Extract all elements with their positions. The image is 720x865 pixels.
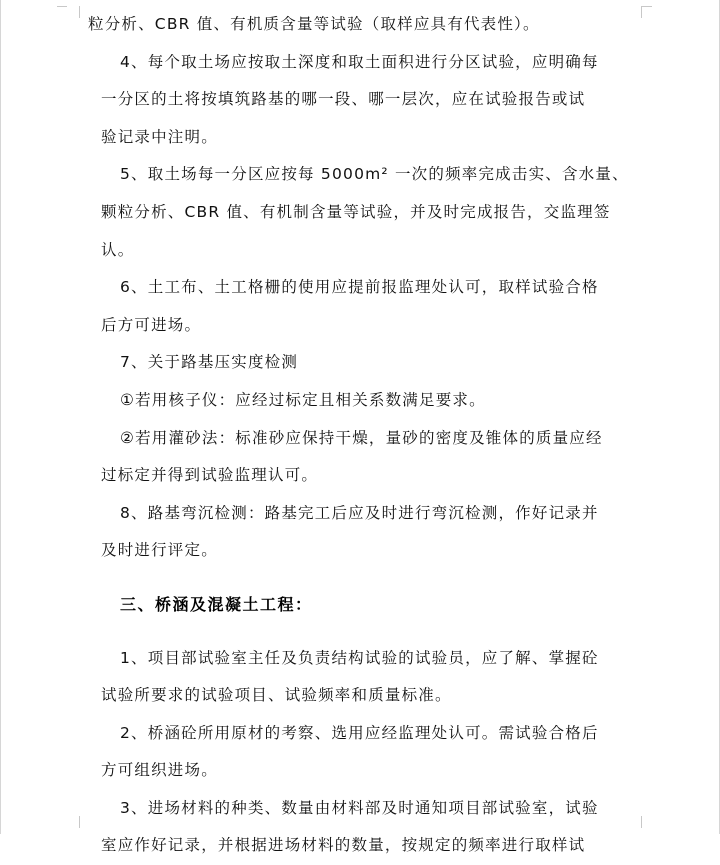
text-line: 试验所要求的试验项目、试验频率和质量标准。 (101, 686, 452, 705)
text-line: 7、关于路基压实度检测 (120, 353, 299, 372)
text-line: 过标定并得到试验监理认可。 (101, 466, 319, 485)
text-line: 粒分析、CBR 值、有机质含量等试验（取样应具有代表性）。 (88, 15, 540, 33)
text-line: 及时进行评定。 (101, 541, 218, 560)
text-line: 2、桥涵砼所用原材的考察、选用应经监理处认可。需试验合格后 (120, 723, 599, 742)
page-corner-mark-bottom-left (67, 816, 80, 828)
text-line: 后方可进场。 (101, 315, 202, 334)
text-line: 一分区的土将按填筑路基的哪一段、哪一层次，应在试验报告或试 (101, 90, 586, 109)
page-corner-mark-bottom-right (641, 816, 654, 828)
page-corner-mark-top-right-h (642, 6, 652, 7)
text-line: 8、路基弯沉检测：路基完工后应及时进行弯沉检测，作好记录并 (120, 503, 599, 522)
text-line: ①若用核子仪：应经过标定且相关系数满足要求。 (120, 390, 486, 409)
text-line: 1、项目部试验室主任及负责结构试验的试验员，应了解、掌握砼 (120, 648, 599, 667)
text-line: 方可组织进场。 (101, 761, 218, 780)
text-line: 验记录中注明。 (101, 127, 218, 146)
text-line: 5、取土场每一分区应按每 5000m² 一次的频率完成击实、含水量、 (120, 165, 629, 184)
text-line: 6、土工布、土工格栅的使用应提前报监理处认可，取样试验合格 (120, 278, 599, 297)
page-corner-mark-top-left (67, 6, 80, 18)
section-heading: 三、桥涵及混凝土工程： (120, 594, 313, 614)
text-line: 颗粒分析、CBR 值、有机制含量等试验，并及时完成报告，交监理签 (101, 202, 611, 221)
text-line: 认。 (101, 240, 135, 259)
text-line: 4、每个取土场应按取土深度和取土面积进行分区试验，应明确每 (120, 52, 599, 71)
text-line: 室应作好记录，并根据进场材料的数量，按规定的频率进行取样试 (101, 836, 586, 855)
page-corner-mark-top-left-h (57, 6, 67, 7)
text-line: ②若用灌砂法：标准砂应保持干燥，量砂的密度及锥体的质量应经 (120, 428, 603, 447)
document-body (88, 6, 634, 865)
page-corner-mark-top-right (641, 6, 654, 18)
text-line: 3、进场材料的种类、数量由材料部及时通知项目部试验室，试验 (120, 798, 599, 817)
